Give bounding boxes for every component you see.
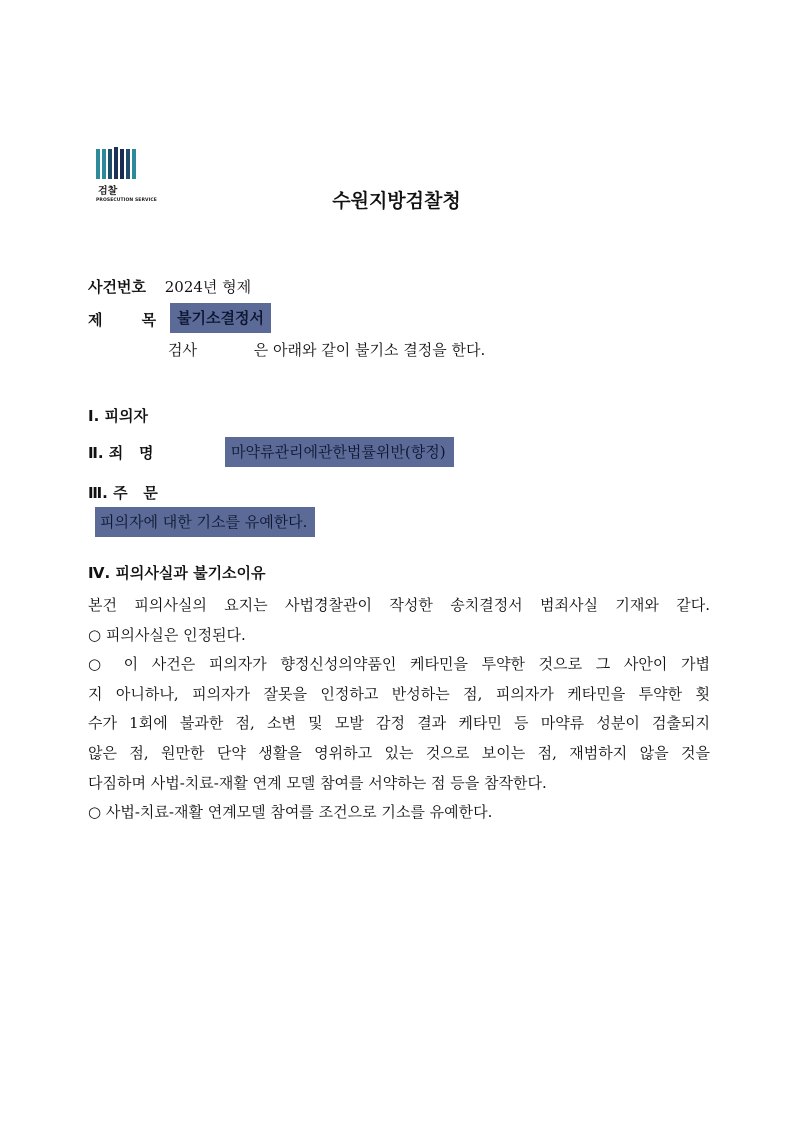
intro-text: 은 아래와 같이 불기소 결정을 한다. (253, 341, 486, 359)
logo-subtext: PROSECUTION SERVICE (96, 198, 157, 203)
body-line: 다짐하며 사법-치료-재활 연계 모델 참여를 서약하는 점 등을 참작한다. (88, 773, 547, 792)
office-title: 수원지방검찰청 (332, 190, 461, 212)
case-number-label: 사건번호 (88, 278, 146, 296)
charge-name: 마약류관리에관한법률위반(향정) (225, 437, 454, 467)
subject-value: 불기소결정서 (170, 303, 271, 333)
body-line: 본건 피의사실의 요지는 사법경찰관이 작성한 송치결정서 범죄사실 기재와 같다. (88, 596, 710, 614)
logo-mark-icon (96, 147, 146, 179)
subject-label-2: 목 (141, 311, 157, 329)
case-number-row (88, 276, 251, 297)
intro-prosecutor: 검사 (168, 341, 197, 359)
body-line: 수가 1회에 불과한 점, 소변 및 모발 감정 결과 케타민 등 마약류 성분이 검출되지 (88, 714, 710, 733)
body-line: ○ 사법-치료-재활 연계모델 참여를 조건으로 기소를 유예한다. (88, 803, 493, 822)
case-number-value: 2024년 형제 (164, 278, 252, 296)
disposition-text: 피의자에 대한 기소를 유예한다. (95, 507, 315, 537)
logo-text: 검찰 (98, 186, 118, 197)
body-line: 않은 점, 원만한 단약 생활을 영위하고 있는 것으로 보이는 점, 재범하지 않을 것을 (88, 743, 710, 762)
reasons-body (88, 591, 710, 828)
section-3-heading: Ⅲ. 주 문 (88, 484, 158, 502)
section-1-heading: Ⅰ. 피의자 (88, 407, 148, 425)
intro-line (168, 339, 485, 360)
section-4-heading: Ⅳ. 피의사실과 불기소이유 (88, 564, 266, 582)
subject-row (88, 309, 156, 330)
subject-label-1: 제 (88, 311, 103, 329)
body-line: ○ 피의사실은 인정된다. (88, 625, 246, 644)
body-line: ○ 이 사건은 피의자가 향정신성의약품인 케타민을 투약한 것으로 그 사안이 가볍 (88, 655, 710, 674)
section-2-heading: Ⅱ. 죄 명 (88, 444, 154, 462)
body-line: 지 아니하나, 피의자가 잘못을 인정하고 반성하는 점, 피의자가 케타민을 투약한 횟 (88, 684, 710, 703)
